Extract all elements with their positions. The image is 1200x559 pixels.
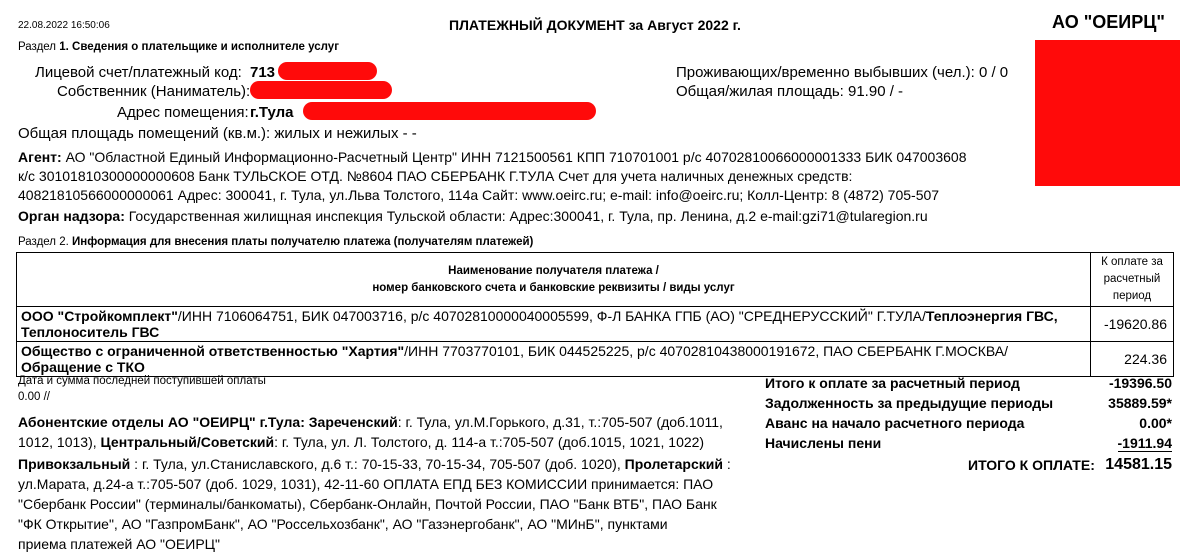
- offices-line-3: [18, 456, 731, 472]
- column-header-name-line: Наименование получателя платежа /: [448, 264, 659, 277]
- office-proletar-label: Пролетарский: [624, 456, 723, 472]
- recipient-cell: [17, 342, 1091, 377]
- table-header-row: [17, 253, 1174, 307]
- office-zarechensky-text: : г. Тула, ул.М.Горького, д.31, т.:705-507 (доб.1011,: [397, 414, 723, 430]
- grand-total-value: 14581.15: [1105, 456, 1172, 473]
- section1-title: [18, 41, 339, 53]
- office-privokzal-label: Привокзальный: [18, 456, 131, 472]
- address-label: Адрес помещения:: [117, 104, 249, 121]
- supervision-label: Орган надзора:: [18, 208, 125, 224]
- service-name: Обращение с ТКО: [21, 359, 145, 375]
- area-total: Общая площадь помещений (кв.м.): жилых и нежилых - -: [18, 125, 417, 142]
- last-payment-value: 0.00 //: [18, 391, 50, 403]
- address-value: г.Тула: [250, 104, 294, 121]
- redaction-mark: [250, 81, 392, 99]
- total-period-label: Итого к оплате за расчетный период: [765, 375, 1020, 391]
- penalty-value: -1911.94: [1117, 435, 1172, 451]
- column-header-amount-line: период: [1112, 290, 1152, 302]
- account-label: Лицевой счет/платежный код:: [35, 64, 242, 81]
- offices-line-2: [18, 434, 704, 450]
- office-central-text: : г. Тула, ул. Л. Толстого, д. 114-а т.:705-507 (доб.1015, 1021, 1022): [274, 434, 705, 450]
- redaction-mark: [278, 62, 377, 80]
- section2-title: [18, 236, 533, 248]
- office-central-label: Центральный/Советский: [100, 434, 275, 450]
- advance-label: Аванс на начало расчетного периода: [765, 415, 1025, 431]
- offices-line-5: "Сбербанк России" (терминалы/банкоматы), Сбербанк-Онлайн, Почтой России, ПАО "Банк ВТБ", ПАО Банк: [18, 496, 717, 512]
- account-value: 713: [250, 64, 276, 81]
- column-header-amount: [1091, 253, 1174, 307]
- offices-line-6: "ФК Открытие", АО "ГазпромБанк", АО "Россельхозбанк", АО "Газэнергобанк", АО "МИнБ", пунктами: [18, 516, 668, 532]
- agent-text-1: АО "Областной Единый Информационно-Расчетный Центр" ИНН 7121500561 КПП 710701001 р/с 40702810066000001333 БИК 047003608: [65, 149, 967, 165]
- office-zarechensky-text-2: 1012, 1013),: [18, 434, 97, 450]
- agent-label: Агент:: [18, 149, 62, 165]
- recipient-details: /ИНН 7106064751, БИК 047003716, р/с 40702810000040005599, Ф-Л БАНКА ГПБ (АО) "СРЕДНЕРУССКИЙ" Г.ТУЛА/: [177, 308, 926, 324]
- service-name: Теплоэнергия ГВС, Теплоноситель ГВС: [21, 308, 1058, 340]
- section1-title-text: Сведения о плательщике и исполнителе услуг: [72, 41, 339, 53]
- table-row: [17, 342, 1174, 377]
- redaction-qr-code: [1035, 40, 1180, 186]
- last-payment-label: Дата и сумма последней поступившей оплаты: [18, 375, 266, 387]
- timestamp: 22.08.2022 16:50:06: [18, 20, 110, 31]
- recipient-name: Общество с ограниченной ответственностью "Хартия": [21, 343, 405, 359]
- agent-line-1: [18, 149, 966, 165]
- section1-num: 1.: [59, 41, 69, 53]
- table-row: [17, 307, 1174, 342]
- offices-line-1: [18, 414, 723, 430]
- recipient-cell: [17, 307, 1091, 342]
- agent-line-2: к/с 30101810300000000608 Банк ТУЛЬСКОЕ ОТД. №8604 ПАО СБЕРБАНК Г.ТУЛА Счет для учета наличных денежных средств:: [18, 168, 853, 184]
- offices-line-7: приема платежей АО "ОЕИРЦ": [18, 536, 220, 552]
- payment-table: [16, 252, 1174, 377]
- offices-title: Абонентские отделы АО "ОЕИРЦ" г.Тула:: [18, 414, 305, 430]
- section2-title-text: Информация для внесения платы получателю платежа (получателям платежей): [72, 236, 534, 248]
- debt-label: Задолженность за предыдущие периоды: [765, 395, 1054, 411]
- column-header-name-line: номер банковского счета и банковские реквизиты / виды услуг: [372, 281, 735, 294]
- recipient-name: ООО "Стройкомплект": [21, 308, 178, 324]
- advance-value: 0.00*: [1139, 415, 1172, 431]
- owner-label: Собственник (Наниматель):: [57, 83, 251, 100]
- total-period-value: -19396.50: [1108, 375, 1172, 391]
- column-header-amount-line: расчетный: [1103, 273, 1161, 285]
- supervision-line: [18, 208, 928, 224]
- amount-cell: -19620.86: [1091, 307, 1174, 342]
- org-name: АО "ОЕИРЦ": [1052, 12, 1165, 32]
- debt-value: 35889.59*: [1108, 395, 1172, 411]
- redaction-mark: [303, 102, 596, 120]
- section2-prefix: Раздел 2.: [18, 236, 69, 248]
- column-header-name: [17, 253, 1091, 307]
- penalty-label: Начислены пени: [765, 435, 882, 451]
- area-living: Общая/жилая площадь: 91.90 / -: [676, 83, 904, 100]
- grand-total-label: ИТОГО К ОПЛАТЕ:: [968, 457, 1095, 473]
- agent-line-3: 40821810566000000061 Адрес: 300041, г. Тула, ул.Льва Толстого, 114а Сайт: www.oeirc.ru; e-mail: info@oeirc.ru; Колл-Центр: 8 (4872) 705-507: [18, 187, 940, 203]
- section1-prefix: Раздел: [18, 41, 57, 53]
- office-proletar-text: :: [722, 456, 731, 472]
- residents-count: Проживающих/временно выбывших (чел.): 0 / 0: [676, 64, 1009, 81]
- recipient-details: /ИНН 7703770101, БИК 044525225, р/с 40702810438000191672, ПАО СБЕРБАНК Г.МОСКВА/: [404, 343, 1008, 359]
- supervision-text: Государственная жилищная инспекция Тульской области: Адрес:300041, г. Тула, пр. Ленина, д.2 e-mail:gzi71@tularegion.ru: [128, 208, 928, 224]
- column-header-amount-line: К оплате за: [1101, 256, 1163, 268]
- office-zarechensky-label: Зареченский: [308, 414, 398, 430]
- offices-line-4: ул.Марата, д.24-а т.:705-507 (доб. 1029, 1031), 42-11-60 ОПЛАТА ЕПД БЕЗ КОМИССИИ принимается: ПАО: [18, 476, 714, 492]
- amount-cell: 224.36: [1091, 342, 1174, 377]
- office-privokzal-text: : г. Тула, ул.Станиславского, д.6 т.: 70-15-33, 70-15-34, 705-507 (доб. 1020),: [130, 456, 621, 472]
- document-title: ПЛАТЕЖНЫЙ ДОКУМЕНТ за Август 2022 г.: [449, 17, 741, 33]
